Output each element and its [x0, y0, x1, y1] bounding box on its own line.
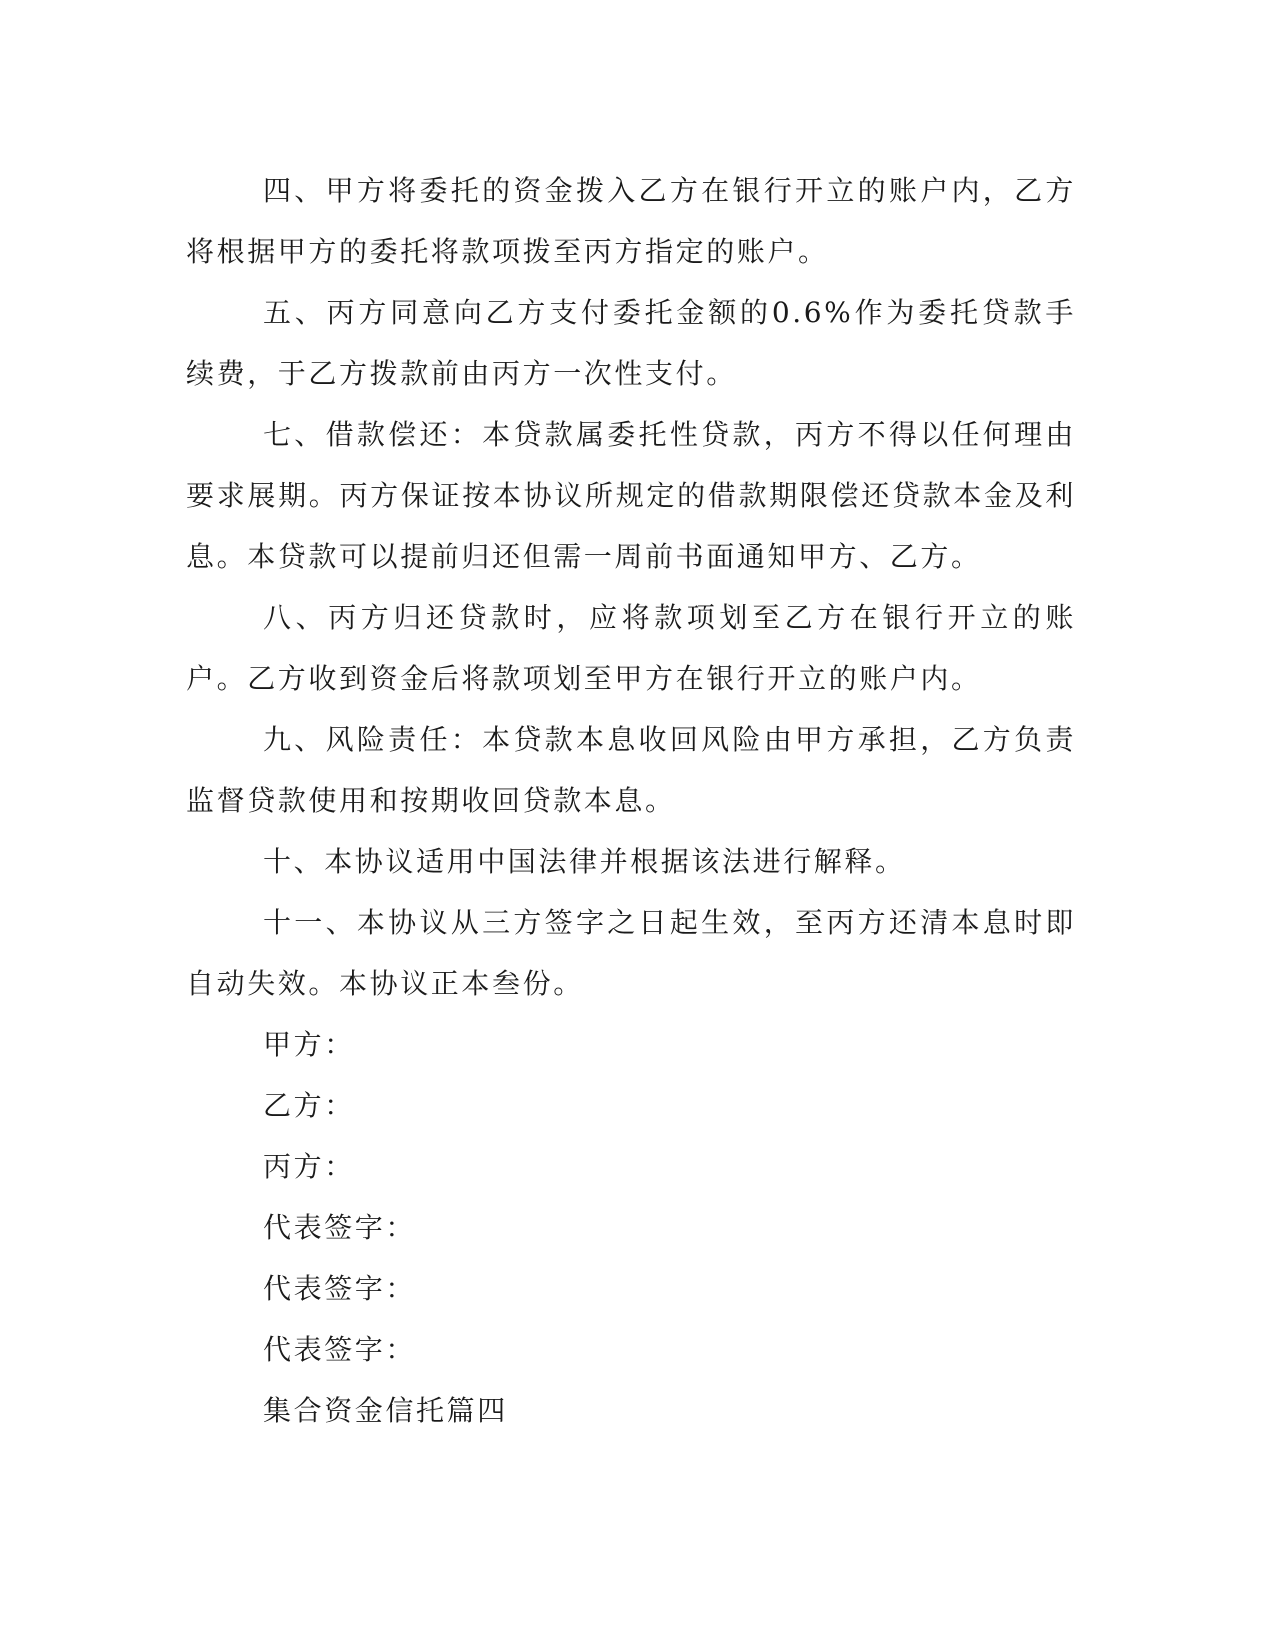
clause-11: 十一、本协议从三方签字之日起生效，至丙方还清本息时即自动失效。本协议正本叁份。	[186, 906, 1076, 1000]
representative-signature-3: 代表签字：	[263, 1333, 417, 1366]
clause-4: 四、甲方将委托的资金拨入乙方在银行开立的账户内，乙方将根据甲方的委托将款项拨至丙方指定的账户。	[186, 174, 1076, 268]
clause-5: 五、丙方同意向乙方支付委托金额的0.6%作为委托贷款手续费，于乙方拨款前由丙方一次性支付。	[186, 296, 1076, 390]
next-section-heading: 集合资金信托篇四	[263, 1394, 508, 1427]
representative-signature-1: 代表签字：	[263, 1211, 417, 1244]
document-page	[186, 160, 1076, 1441]
clause-10: 十、本协议适用中国法律并根据该法进行解释。	[263, 845, 906, 878]
signature-party-c: 丙方：	[263, 1150, 355, 1183]
representative-signature-2: 代表签字：	[263, 1272, 417, 1305]
clause-8: 八、丙方归还贷款时，应将款项划至乙方在银行开立的账户。乙方收到资金后将款项划至甲方在银行开立的账户内。	[186, 601, 1076, 695]
signature-party-b: 乙方：	[263, 1089, 355, 1122]
signature-party-a: 甲方：	[263, 1028, 355, 1061]
clause-7: 七、借款偿还：本贷款属委托性贷款，丙方不得以任何理由要求展期。丙方保证按本协议所规定的借款期限偿还贷款本金及利息。本贷款可以提前归还但需一周前书面通知甲方、乙方。	[186, 418, 1076, 573]
clause-9: 九、风险责任：本贷款本息收回风险由甲方承担，乙方负责监督贷款使用和按期收回贷款本息。	[186, 723, 1076, 817]
